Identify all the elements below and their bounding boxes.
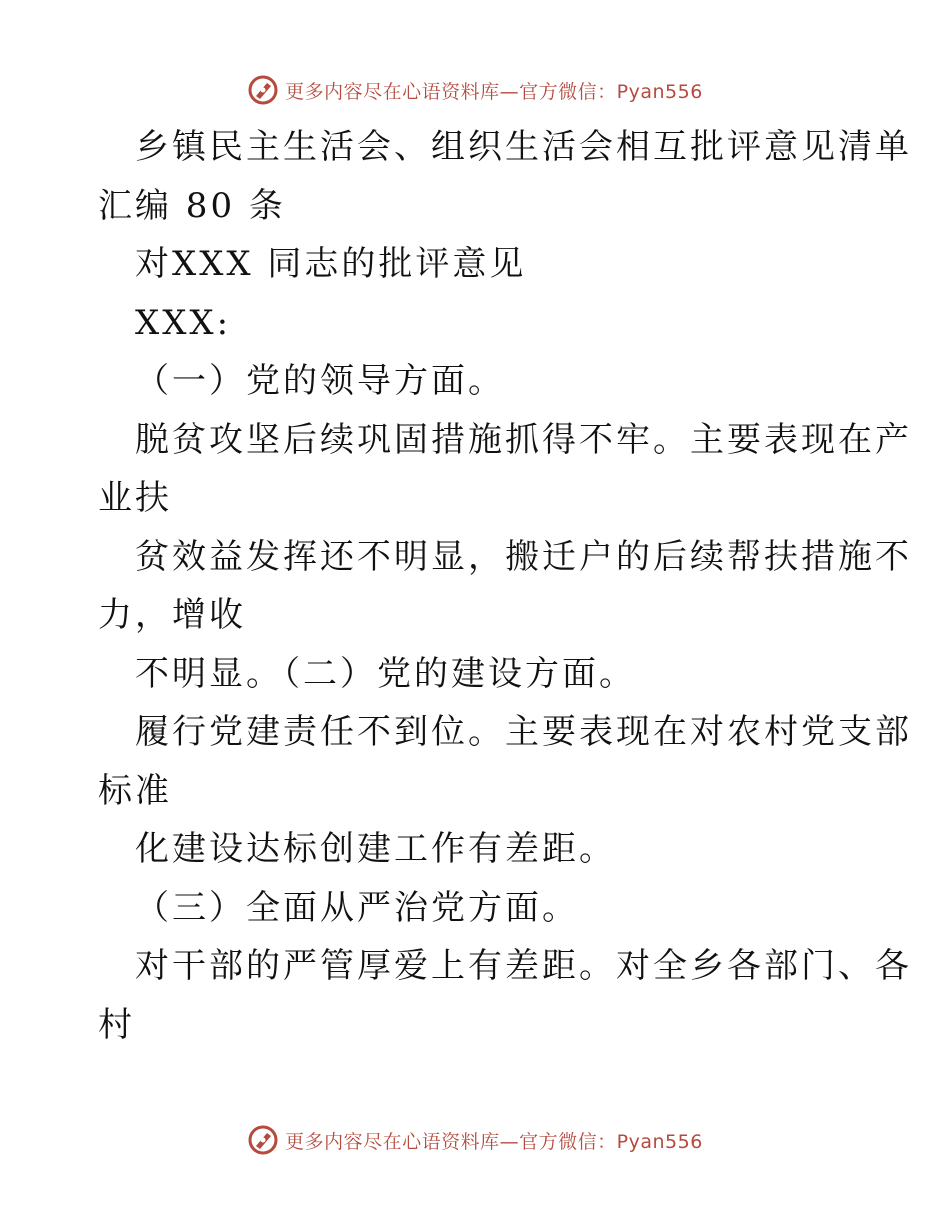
paragraph-line: 乡镇民主生活会、组织生活会相互批评意见清单 — [135, 127, 912, 167]
header-banner-text: 更多内容尽在心语资料库—官方微信：Pyan556 — [285, 80, 703, 103]
footer-banner-text: 更多内容尽在心语资料库—官方微信：Pyan556 — [285, 1130, 703, 1153]
paragraph-line: 对XXX 同志的批评意见 — [135, 244, 527, 284]
paragraph-line: 履行党建责任不到位。主要表现在对农村党支部 — [135, 712, 912, 752]
header-banner — [0, 70, 950, 110]
paragraph-line: 力，增收 — [98, 595, 246, 635]
paragraph-line: 村 — [98, 1004, 135, 1045]
paragraph-line: 贫效益发挥还不明显，搬迁户的后续帮扶措施不 — [135, 536, 912, 577]
paragraph-line: 业扶 — [98, 478, 172, 518]
paragraph-line: 对干部的严管厚爱上有差距。对全乡各部门、各 — [135, 946, 912, 986]
seal-logo-icon — [247, 1124, 279, 1156]
paragraph-line: （三）全面从严治党方面。 — [135, 887, 579, 928]
document-body — [98, 118, 912, 1054]
seal-logo-icon — [247, 74, 279, 106]
footer-banner — [0, 1120, 950, 1160]
paragraph-line: 汇编 80 条 — [98, 185, 286, 226]
paragraph-line: 脱贫攻坚后续巩固措施抓得不牢。主要表现在产 — [135, 419, 912, 460]
paragraph-line: 不明显。（二）党的建设方面。 — [135, 653, 636, 694]
paragraph-line: 化建设达标创建工作有差距。 — [135, 829, 616, 869]
paragraph-line: XXX: — [135, 302, 232, 343]
paragraph-line: （一）党的领导方面。 — [135, 361, 505, 401]
paragraph-line: 标准 — [98, 770, 172, 811]
